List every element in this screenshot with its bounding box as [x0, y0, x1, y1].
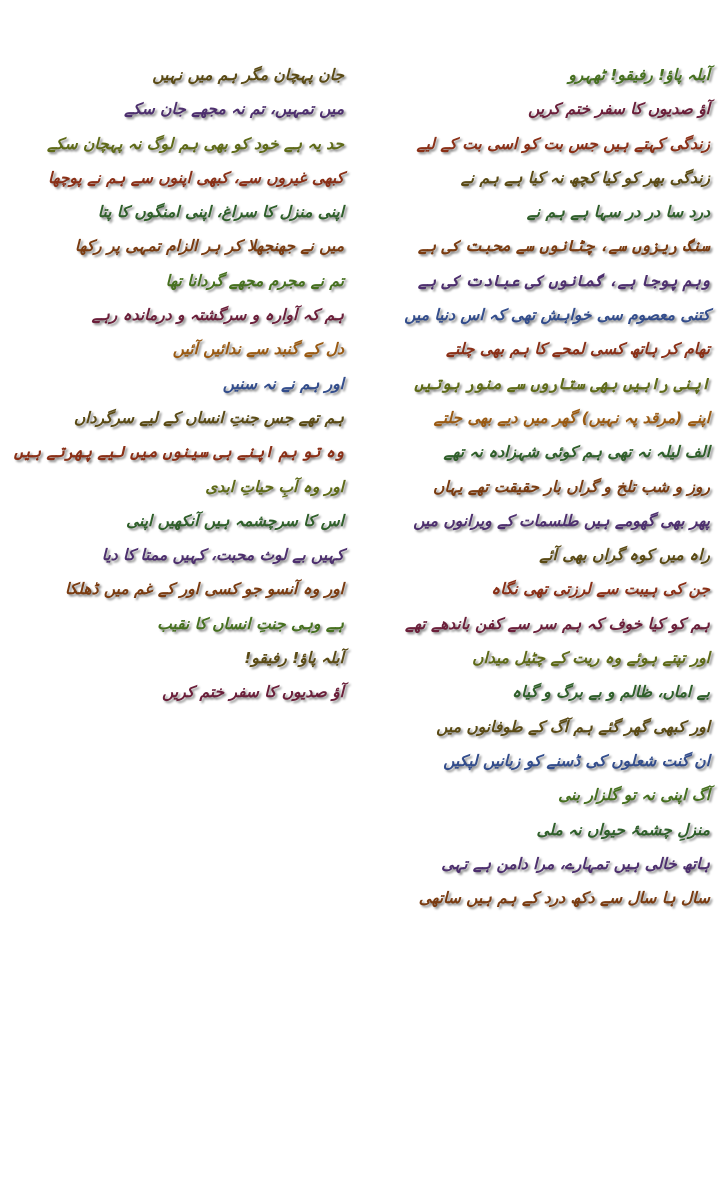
- poem-line: اور وہ آنسو جو کسی اور کے غم میں ڈھلکا: [64, 580, 344, 599]
- poem-line: میں نے جھنجھلا کر ہر الزام تمہی پر رکھا: [74, 237, 344, 256]
- poem-line: راہ میں کوہ گراں بھی آئے: [539, 546, 710, 565]
- poem-line: سال ہا سال سے دکھ درد کے ہم ہیں ساتھی: [418, 889, 710, 908]
- poem-line: کتنی معصوم سی خواہش تھی کہ اس دنیا میں: [404, 306, 710, 325]
- poem-line: دل کے گنبد سے ندائیں آئیں: [172, 340, 344, 359]
- poem-line: اور کبھی گھر گئے ہم آگ کے طوفانوں میں: [436, 717, 710, 736]
- poem-line: پھر بھی گھومے ہیں طلسمات کے ویرانوں میں: [413, 511, 710, 530]
- poem-line: الف لیلہ نہ تھی ہم کوئی شہزادہ نہ تھے: [443, 443, 710, 462]
- poem-line: زندگی کہتے ہیں جس بت کو اسی بت کے لیے: [416, 134, 710, 153]
- poem-line: اپنی منزل کا سراغ، اپنی امنگوں کا پتا: [97, 203, 344, 222]
- poem-line: ہم کو کیا خوف کہ ہم سر سے کفن باندھے تھے: [405, 614, 710, 633]
- poem-line: زندگی بھر کو کیا کچھ نہ کیا ہے ہم نے: [460, 168, 710, 187]
- poem-line: ان گنت شعلوں کی ڈسنے کو زبانیں لپکیں: [443, 751, 710, 770]
- poem-line: وہم پوجا ہے، گمانوں کی عبادت کی ہے: [417, 271, 710, 290]
- poem-left-column: [14, 58, 344, 710]
- poem-line: روز و شب تلخ و گراں بار حقیقت تھے یہاں: [433, 477, 710, 496]
- poem-line: آؤ صدیوں کا سفر ختم کریں: [162, 683, 344, 702]
- poem-line: وہ تو ہم اپنے ہی سینوں میں لیے پھرتے ہیں: [13, 443, 344, 462]
- poem-line: اور ہم نے نہ سنیں: [222, 374, 344, 393]
- poem-line: آؤ صدیوں کا سفر ختم کریں: [528, 100, 710, 119]
- poem-right-column: [380, 58, 710, 915]
- poem-line: تم نے مجرم مجھے گردانا تھا: [165, 271, 344, 290]
- poem-line: جن کی ہیبت سے لرزتی تھی نگاہ: [491, 580, 710, 599]
- poem-line: ہم کہ آوارہ و سرگشتہ و درماندہ رہے: [91, 306, 344, 325]
- poem-line: حد یہ ہے خود کو بھی ہم لوگ نہ پہچان سکے: [46, 134, 344, 153]
- poem-line: اور تپتے ہوئے وہ ریت کے چٹیل میداں: [472, 649, 710, 668]
- poem-line: درد سا در در سہا ہے ہم نے: [526, 203, 710, 222]
- poem-line: میں تمہیں، تم نہ مجھے جان سکے: [124, 100, 344, 119]
- poem-line: آگ اپنی نہ تو گلزار بنی: [558, 786, 710, 805]
- poem-line: منزلِ چشمۂ حیواں نہ ملی: [536, 820, 710, 839]
- poem-line: جان پہچان مگر ہم میں نہیں: [152, 66, 344, 84]
- poem-line: کبھی غیروں سے، کبھی اپنوں سے ہم نے پوچھا: [47, 168, 344, 187]
- poem-line: تھام کر ہاتھ کسی لمحے کا ہم بھی چلتے: [445, 340, 710, 359]
- poem-line: بے اماں، ظالم و بے برگ و گیاہ: [512, 683, 710, 702]
- poem-line: سنگ ریزوں سے، چٹانوں سے محبت کی ہے: [417, 237, 710, 256]
- poem-line: آبلہ پاؤ! رفیقو! ٹھہرو: [568, 66, 710, 84]
- poem-line: اپنی راہیں بھی ستاروں سے منور ہوتیں: [414, 374, 710, 393]
- poem-line: ہم تھے جس جنتِ انساں کے لیے سرگرداں: [73, 408, 344, 427]
- poem-line: کہیں بے لوث محبت، کہیں ممتا کا دیا: [101, 546, 344, 565]
- poem-line: اپنے (مرقد پہ نہیں) گھر میں دیے بھی جلتے: [433, 408, 710, 427]
- poem-line: اس کا سرچشمہ ہیں آنکھیں اپنی: [126, 511, 344, 530]
- poem-line: اور وہ آبِ حیاتِ ابدی: [205, 477, 344, 496]
- poem-line: آبلہ پاؤ! رفیقو!: [244, 649, 344, 668]
- poem-line: ہاتھ خالی ہیں تمہارے، مرا دامن ہے تہی: [441, 854, 710, 873]
- poem-line: ہے وہی جنتِ انساں کا نقیب: [157, 614, 344, 633]
